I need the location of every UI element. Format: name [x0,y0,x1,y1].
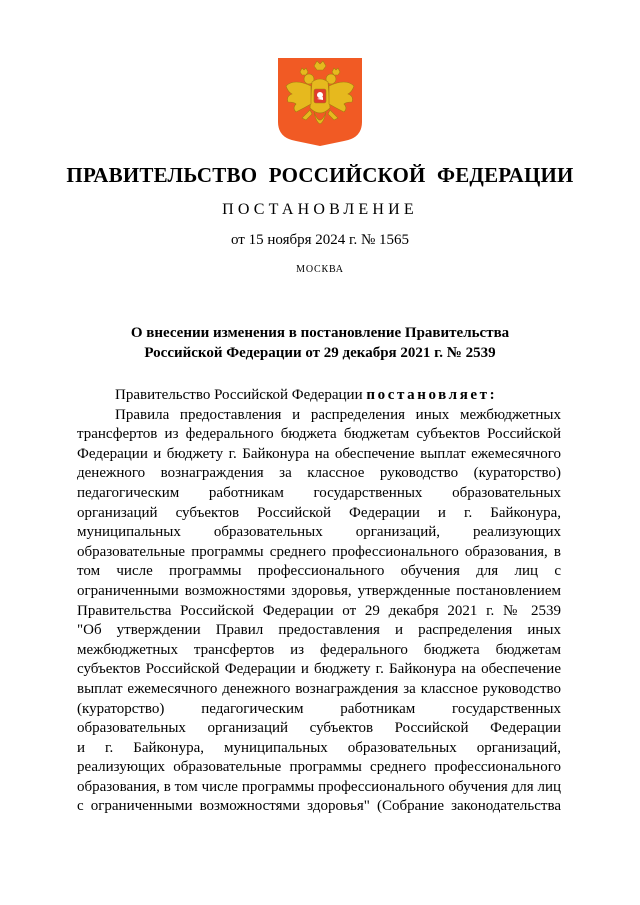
body-line: ограниченными возможностями здоровья, утвержденные постановлением [77,582,561,599]
document-body [77,386,561,817]
decree-intro-text: Правительство Российской Федерации [115,387,367,403]
subject-line: О внесении изменения в постановление Правительства [130,325,510,341]
body-line: образовательные программы среднего профессионального образования, в [77,543,561,560]
body-line: образования, в том числе программы профессионального обучения для лиц [77,778,561,795]
body-line: организаций субъектов Российской Федерации и г. Байконура, [77,504,561,521]
body-line: межбюджетных трансфертов из федерального бюджета бюджетам [77,641,561,658]
body-line: муниципальных образовательных организаций, реализующих [77,524,561,541]
body-line: трансфертов из федерального бюджета бюджетам субъектов Российской [77,426,561,443]
body-line: с ограниченными возможностями здоровья" (Собрание законодательства [77,798,561,815]
body-line: образовательных организаций субъектов Российской Федерации [77,720,561,737]
document-city: МОСКВА [296,264,344,275]
subject-line: Российской Федерации от 29 декабря 2021 г. № 2539 [144,345,496,361]
body-line: денежного вознаграждения за классное руководство (кураторство) [77,465,561,482]
body-line: "Об утверждении Правил предоставления и распределения иных [77,622,561,639]
coat-of-arms-icon [274,56,366,147]
body-line: педагогическим работникам государственных образовательных [77,484,561,501]
document-type: ПОСТАНОВЛЕНИЕ [222,201,418,218]
body-line: Правительства Российской Федерации от 29 декабря 2021 г. № 2539 [77,602,561,619]
document-date-number: от 15 ноября 2024 г. № 1565 [230,232,410,248]
body-line: том числе программы профессионального обучения для лиц с [77,563,561,580]
body-line: Правила предоставления и распределения иных межбюджетных [115,406,561,423]
document-subject [80,323,560,363]
body-line: Федерации и бюджету г. Байконура на обеспечение выплат ежемесячного [77,445,561,462]
body-line: (кураторство) педагогическим работникам государственных [77,700,561,717]
decree-verb: постановляет: [366,387,498,403]
body-line: субъектов Российской Федерации и бюджету г. Байконура на обеспечение [77,661,561,678]
body-line: реализующих образовательные программы среднего профессионального [77,759,561,776]
government-title: ПРАВИТЕЛЬСТВО РОССИЙСКОЙ ФЕДЕРАЦИИ [66,163,574,187]
body-line: выплат ежемесячного денежного вознаграждения за классное руководство [77,680,561,697]
body-line: и г. Байконура, муниципальных образовательных организаций, [77,739,561,756]
decree-intro [77,386,561,406]
